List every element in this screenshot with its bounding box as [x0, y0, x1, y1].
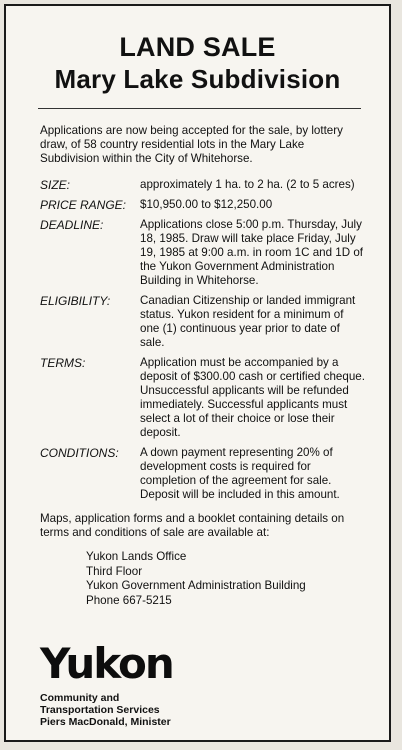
- detail-row-size: [40, 178, 365, 192]
- page-subtitle: Mary Lake Subdivision: [54, 64, 341, 94]
- detail-text: Application must be accompanied by a deposit of $300.00 cash or certified cheque. Unsuccessful applicants will be refunded immediately. Successful applicants must select a lot of their choice or lose their deposit.: [140, 356, 365, 439]
- detail-term: SIZE:: [40, 178, 71, 192]
- detail-row-conditions: [40, 446, 365, 502]
- address-line: Yukon Lands Office: [86, 550, 187, 563]
- address-line: Third Floor: [86, 564, 143, 578]
- intro-paragraph: Applications are now being accepted for the sale, by lottery draw, of 58 country residential lots in the Mary Lake Subdivision within the City of Whitehorse.: [40, 124, 343, 165]
- detail-row-price: [40, 198, 365, 212]
- detail-text: Canadian Citizenship or landed immigrant status. Yukon resident for a minimum of one (1) continuous year prior to date of sale.: [140, 294, 356, 349]
- department-block: [40, 692, 171, 728]
- advertisement: [4, 4, 391, 742]
- detail-text: Applications close 5:00 p.m. Thursday, July 18, 1985. Draw will take place Friday, July 19, 1985 at 9:00 a.m. in room 1C and 1D of the Yukon Government Administration Building in Whitehorse.: [140, 218, 363, 287]
- minister-name: Piers MacDonald, Minister: [40, 716, 171, 728]
- department-line: Transportation Services: [40, 704, 160, 716]
- detail-term: CONDITIONS:: [40, 446, 119, 460]
- detail-term: DEADLINE:: [40, 218, 104, 232]
- ad-body: [40, 124, 365, 608]
- detail-text: A down payment representing 20% of development costs is required for completion of the agreement for sale. Deposit will be included in this amount.: [140, 446, 340, 501]
- detail-row-terms: [40, 356, 365, 440]
- detail-text: approximately 1 ha. to 2 ha. (2 to 5 acres): [140, 178, 355, 191]
- page-title: LAND SALE: [119, 32, 276, 62]
- yukon-logo: Yukon: [40, 639, 173, 688]
- detail-term: PRICE RANGE:: [40, 198, 127, 212]
- detail-row-deadline: [40, 218, 365, 288]
- detail-term: ELIGIBILITY:: [40, 294, 111, 308]
- department-line: Community and: [40, 692, 120, 704]
- detail-text: $10,950.00 to $12,250.00: [140, 198, 273, 211]
- address-block: [86, 550, 365, 608]
- address-line: Yukon Government Administration Building: [86, 579, 306, 592]
- detail-term: TERMS:: [40, 356, 86, 370]
- maps-note: Maps, application forms and a booklet containing details on terms and conditions of sale are available at:: [40, 512, 345, 539]
- phone-number: Phone 667-5215: [86, 593, 172, 607]
- detail-row-eligibility: [40, 294, 365, 350]
- divider: [38, 108, 361, 109]
